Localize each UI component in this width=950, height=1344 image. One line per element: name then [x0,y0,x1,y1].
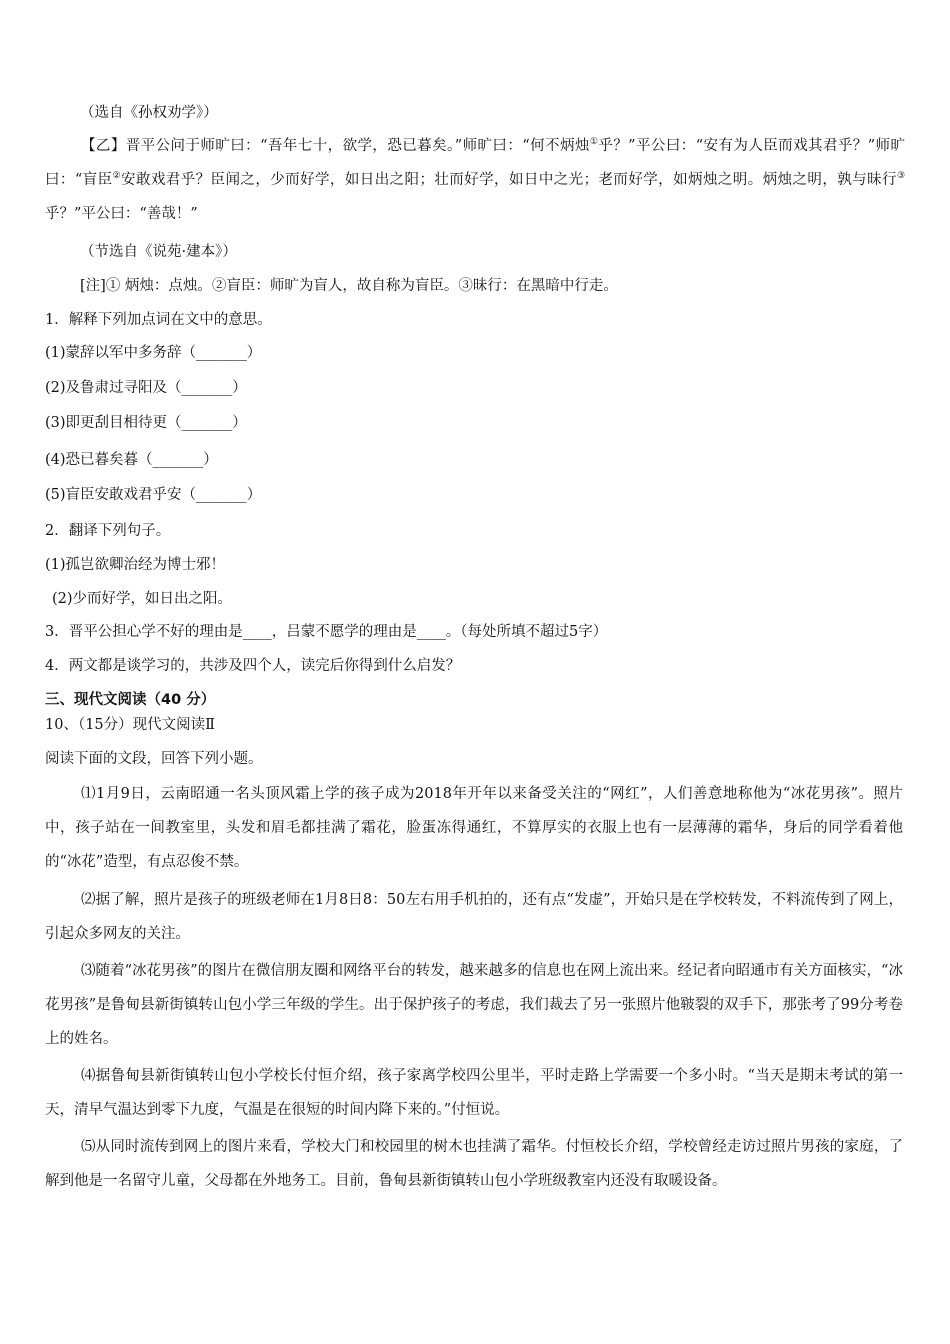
reading-paragraph-2: ⑵据了解，照片是孩子的班级老师在1月8日8：50左右用手机拍的，还有点“发虚”，开始只是在学校转发，不料流传到了网上，引起众多网友的关注。 [45,892,903,942]
question-1-item: (1)蒙辞以军中多务辞（_______） [45,345,262,361]
passage-b-text-2: 乎？”平公曰：“安有为人臣而戏其君乎？”师旷曰：“盲臣 [45,138,905,188]
note-ref-3: ③ [896,171,906,182]
question-10-title: 10、（15分）现代文阅读Ⅱ [45,717,216,733]
question-2-title: 2．翻译下列句子。 [45,523,171,539]
question-1-item: (5)盲臣安敢戏君乎安（_______） [45,487,262,503]
question-1-title: 1．解释下列加点词在文中的意思。 [45,312,272,328]
question-4: 4．两文都是谈学习的，共涉及四个人，读完后你得到什么启发？ [45,658,461,674]
reading-paragraph-4: ⑷据鲁甸县新街镇转山包小学校长付恒介绍，孩子家离学校四公里半，平时走路上学需要一个多小时。“当天是期末考试的第一天，清早气温达到零下九度，气温是在很短的时间内降下来的。”付恒说。 [45,1068,903,1118]
passage-b-text-4: 乎？”平公曰：“善哉！” [45,206,198,222]
passage-b-text-3: 安敢戏君乎？臣闻之，少而好学，如日出之阳；壮而好学，如日中之光；老而好学，如炳烛之明。炳烛之明，孰与昧行 [121,172,897,188]
passage-b-text-1: 晋平公问于师旷曰：“吾年七十，欲学，恐已暮矣。”师旷曰：“何不炳烛 [125,138,590,154]
question-1-item: (3)即更刮目相待更（_______） [45,415,247,431]
note-ref-1: ① [589,137,599,148]
passage-b [45,129,905,231]
question-2-item: (1)孤岂欲卿治经为博士邪！ [45,557,226,573]
reading-instruction: 阅读下面的文段，回答下列小题。 [45,751,263,767]
question-1-item: (4)恐已暮矣暮（_______） [45,452,218,468]
reading-paragraph-1: ⑴1月9日，云南昭通一名头顶风霜上学的孩子成为2018年开年以来备受关注的“网红”，人们善意地称他为“冰花男孩”。照片中，孩子站在一间教室里，头发和眉毛都挂满了霜花，脸蛋冻得通红，不算厚实的衣服上也有一层薄薄的霜华，身后的同学看着他的“冰花”造型，有点忍俊不禁。 [45,786,903,870]
passage-b-source: （节选自《说苑·建本》） [80,244,237,260]
question-2-item: (2)少而好学，如日出之阳。 [52,591,233,607]
reading-paragraph-3: ⑶随着“冰花男孩”的图片在微信朋友圈和网络平台的转发，越来越多的信息也在网上流出来。经记者向昭通市有关方面核实，“冰花男孩”是鲁甸县新街镇转山包小学三年级的学生。出于保护孩子的考虑，我们裁去了另一张照片他皲裂的双手下，那张考了99分考卷上的姓名。 [45,963,903,1047]
annotation-notes: [注]① 炳烛：点烛。②盲臣：师旷为盲人，故自称为盲臣。③昧行：在黑暗中行走。 [80,278,618,294]
reading-paragraph-5: ⑸从同时流传到网上的图片来看，学校大门和校园里的树木也挂满了霜华。付恒校长介绍，学校曾经走访过照片男孩的家庭，了解到他是一名留守儿童，父母都在外地务工。目前，鲁甸县新街镇转山包小学班级教室内还没有取暖设备。 [45,1139,903,1189]
question-1-item: (2)及鲁肃过寻阳及（_______） [45,380,247,396]
question-3: 3．晋平公担心学不好的理由是____，吕蒙不愿学的理由是____。（每处所填不超过5字） [45,624,608,640]
passage-b-label: 【乙】 [81,138,126,154]
note-ref-2: ② [112,171,122,182]
passage-a-source: （选自《孙权劝学》） [80,105,218,121]
section-3-heading: 三、现代文阅读（40 分） [45,692,216,708]
